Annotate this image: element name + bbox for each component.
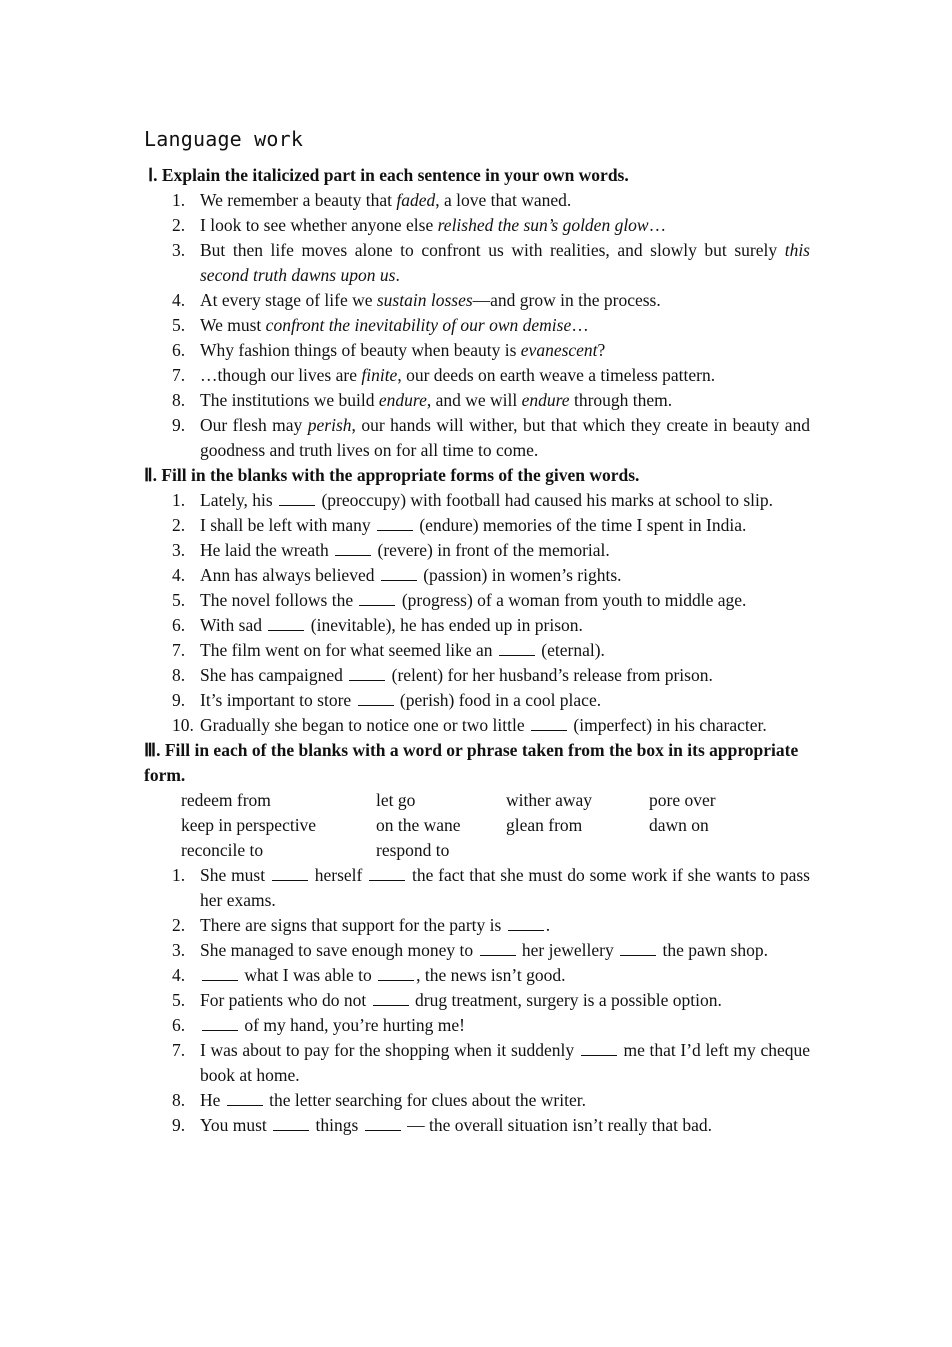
answer-blank[interactable] [349, 664, 385, 681]
question-text: He [200, 1090, 225, 1110]
section-1-list [144, 188, 810, 463]
box-word: keep in perspective [181, 815, 317, 835]
question-text: the pawn shop. [658, 940, 768, 960]
question-item [144, 488, 810, 513]
question-text: At every stage of life we [200, 290, 377, 310]
question-text: The film went on for what seemed like an [200, 640, 497, 660]
question-text: (perish) food in a cool place. [395, 690, 602, 710]
question-text: me that I’d left my cheque book at home. [200, 1040, 810, 1085]
question-number: 1. [172, 190, 186, 210]
question-text: of my hand, you’re hurting me! [240, 1015, 466, 1035]
question-text: (revere) in front of the memorial. [373, 540, 610, 560]
question-number: 9. [172, 415, 186, 435]
question-text: … [648, 215, 667, 235]
question-text: …though our lives are [200, 365, 362, 385]
question-text: Lately, his [200, 490, 278, 510]
question-text: But then life moves alone to confront us with realities, and slowly but surely [200, 240, 785, 260]
question-text: the fact that she must do some work if she wants to pass her exams. [200, 865, 810, 910]
answer-blank[interactable] [273, 1114, 309, 1131]
question-text: Gradually she began to notice one or two little [200, 715, 530, 735]
answer-blank[interactable] [581, 1039, 617, 1056]
answer-blank[interactable] [359, 589, 395, 606]
question-text: You must [200, 1115, 272, 1135]
question-number: 3. [172, 540, 186, 560]
question-item [144, 213, 810, 238]
question-number: 6. [172, 340, 186, 360]
question-item [144, 588, 810, 613]
question-text: … [571, 315, 589, 335]
question-text: her jewellery [517, 940, 619, 960]
box-word: dawn on [649, 815, 709, 835]
question-number: 4. [172, 965, 186, 985]
question-item [144, 563, 810, 588]
question-item [144, 1088, 810, 1113]
question-item [144, 238, 810, 288]
question-item [144, 663, 810, 688]
question-number: 5. [172, 990, 186, 1010]
question-text: . [545, 915, 551, 935]
italic-phrase: perish [307, 415, 352, 435]
question-item [144, 538, 810, 563]
question-number: 2. [172, 215, 186, 235]
answer-blank[interactable] [365, 1114, 401, 1131]
question-text: through them. [569, 390, 673, 410]
answer-blank[interactable] [508, 914, 544, 931]
question-text: (passion) in women’s rights. [418, 565, 622, 585]
question-item [144, 638, 810, 663]
question-item [144, 1038, 810, 1088]
answer-blank[interactable] [268, 614, 304, 631]
italic-phrase: this second truth dawns upon us [200, 240, 810, 285]
question-item [144, 713, 810, 738]
question-item [144, 988, 810, 1013]
answer-blank[interactable] [620, 939, 656, 956]
section-2-heading: Ⅱ. Fill in the blanks with the appropriate forms of the given words. [144, 465, 640, 485]
question-text: (progress) of a woman from youth to middle age. [397, 590, 747, 610]
question-number: 7. [172, 1040, 186, 1060]
question-number: 9. [172, 690, 186, 710]
question-text: (endure) memories of the time I spent in India. [414, 515, 747, 535]
question-text: For patients who do not [200, 990, 371, 1010]
question-item [144, 913, 810, 938]
italic-phrase: finite [361, 365, 398, 385]
question-item [144, 613, 810, 638]
question-text: With sad [200, 615, 267, 635]
question-text: (imperfect) in his character. [569, 715, 767, 735]
answer-blank[interactable] [377, 514, 413, 531]
question-text: , our deeds on earth weave a timeless pattern. [397, 365, 716, 385]
answer-blank[interactable] [373, 989, 409, 1006]
page-title: Language work [144, 127, 304, 151]
question-item [144, 413, 810, 463]
section-3-heading: Ⅲ. Fill in each of the blanks with a word or phrase taken from the box in its appropriate form. [144, 740, 799, 785]
box-word: pore over [649, 790, 716, 810]
question-item [144, 1113, 810, 1138]
answer-blank[interactable] [279, 489, 315, 506]
question-number: 7. [172, 365, 186, 385]
question-text: —and grow in the process. [472, 290, 661, 310]
question-number: 6. [172, 615, 186, 635]
question-text: Why fashion things of beauty when beauty is [200, 340, 521, 360]
answer-blank[interactable] [369, 864, 405, 881]
question-item [144, 188, 810, 213]
question-item [144, 388, 810, 413]
question-text: She has campaigned [200, 665, 348, 685]
question-number: 5. [172, 590, 186, 610]
question-text: (inevitable), he has ended up in prison. [306, 615, 583, 635]
section-1-heading: Ⅰ. Explain the italicized part in each sentence in your own words. [148, 165, 629, 185]
section-3-list [144, 863, 810, 1138]
question-text: We must [200, 315, 266, 335]
question-text: It’s important to store [200, 690, 356, 710]
question-text: what I was able to [240, 965, 377, 985]
question-item [144, 363, 810, 388]
question-text: I was about to pay for the shopping when it suddenly [200, 1040, 579, 1060]
question-number: 2. [172, 515, 186, 535]
question-item [144, 938, 810, 963]
question-number: 9. [172, 1115, 186, 1135]
answer-blank[interactable] [499, 639, 535, 656]
question-text: , our hands will wither, but that which they create in beauty and goodness and truth lives on for all time to come. [200, 415, 810, 460]
question-text: She managed to save enough money to [200, 940, 478, 960]
question-text: (preoccupy) with football had caused his marks at school to slip. [317, 490, 773, 510]
italic-phrase: endure [521, 390, 570, 410]
box-word: on the wane [376, 815, 461, 835]
question-number: 8. [172, 1090, 186, 1110]
box-word: glean from [506, 815, 583, 835]
question-number: 8. [172, 390, 186, 410]
question-text: Our flesh may [200, 415, 308, 435]
question-number: 4. [172, 290, 186, 310]
italic-phrase: endure [378, 390, 427, 410]
answer-blank[interactable] [272, 864, 308, 881]
question-item [144, 338, 810, 363]
question-text: There are signs that support for the party is [200, 915, 506, 935]
question-text: herself [309, 865, 368, 885]
question-text: (eternal). [536, 640, 605, 660]
answer-blank[interactable] [480, 939, 516, 956]
italic-phrase: sustain losses [376, 290, 473, 310]
question-item [144, 288, 810, 313]
box-word: redeem from [181, 790, 271, 810]
answer-blank[interactable] [202, 964, 238, 981]
answer-blank[interactable] [335, 539, 371, 556]
question-number: 2. [172, 915, 186, 935]
question-number: 4. [172, 565, 186, 585]
italic-phrase: evanescent [520, 340, 598, 360]
question-number: 7. [172, 640, 186, 660]
question-number: 10. [172, 715, 194, 735]
question-number: 1. [172, 865, 186, 885]
box-word: wither away [506, 790, 593, 810]
worksheet-page [144, 127, 810, 1138]
question-text: , the news isn’t good. [416, 965, 566, 985]
italic-phrase: confront the inevitability of our own demise [265, 315, 572, 335]
box-word: reconcile to [181, 840, 264, 860]
answer-blank[interactable] [358, 689, 394, 706]
question-number: 3. [172, 940, 186, 960]
italic-phrase: relished the sun’s golden glow [437, 215, 649, 235]
question-text: — the overall situation isn’t really that bad. [402, 1115, 712, 1135]
question-text: , a love that waned. [435, 190, 572, 210]
question-number: 3. [172, 240, 186, 260]
question-number: 1. [172, 490, 186, 510]
box-word: respond to [376, 840, 450, 860]
answer-blank[interactable] [202, 1014, 238, 1031]
section-2-list [144, 488, 810, 738]
question-item [144, 513, 810, 538]
question-text: I look to see whether anyone else [200, 215, 438, 235]
question-text: She must [200, 865, 270, 885]
question-item [144, 963, 810, 988]
question-text: drug treatment, surgery is a possible option. [410, 990, 722, 1010]
question-text: I shall be left with many [200, 515, 375, 535]
answer-blank[interactable] [227, 1089, 263, 1106]
question-text: ? [597, 340, 606, 360]
question-text: Ann has always believed [200, 565, 379, 585]
italic-phrase: faded [396, 190, 436, 210]
question-item [144, 313, 810, 338]
answer-blank[interactable] [381, 564, 417, 581]
question-text: We remember a beauty that [200, 190, 397, 210]
question-text: The institutions we build [200, 390, 379, 410]
answer-blank[interactable] [531, 714, 567, 731]
question-item [144, 863, 810, 913]
question-text: . [395, 265, 400, 285]
question-number: 8. [172, 665, 186, 685]
question-number: 5. [172, 315, 186, 335]
question-item [144, 1013, 810, 1038]
box-word: let go [376, 790, 416, 810]
question-item [144, 688, 810, 713]
question-text: the letter searching for clues about the writer. [264, 1090, 586, 1110]
question-text: , and we will [426, 390, 522, 410]
question-number: 6. [172, 1015, 186, 1035]
question-text: He laid the wreath [200, 540, 334, 560]
question-text: things [311, 1115, 363, 1135]
question-text: (relent) for her husband’s release from prison. [387, 665, 713, 685]
question-text: The novel follows the [200, 590, 358, 610]
answer-blank[interactable] [378, 964, 414, 981]
word-box [144, 788, 810, 863]
